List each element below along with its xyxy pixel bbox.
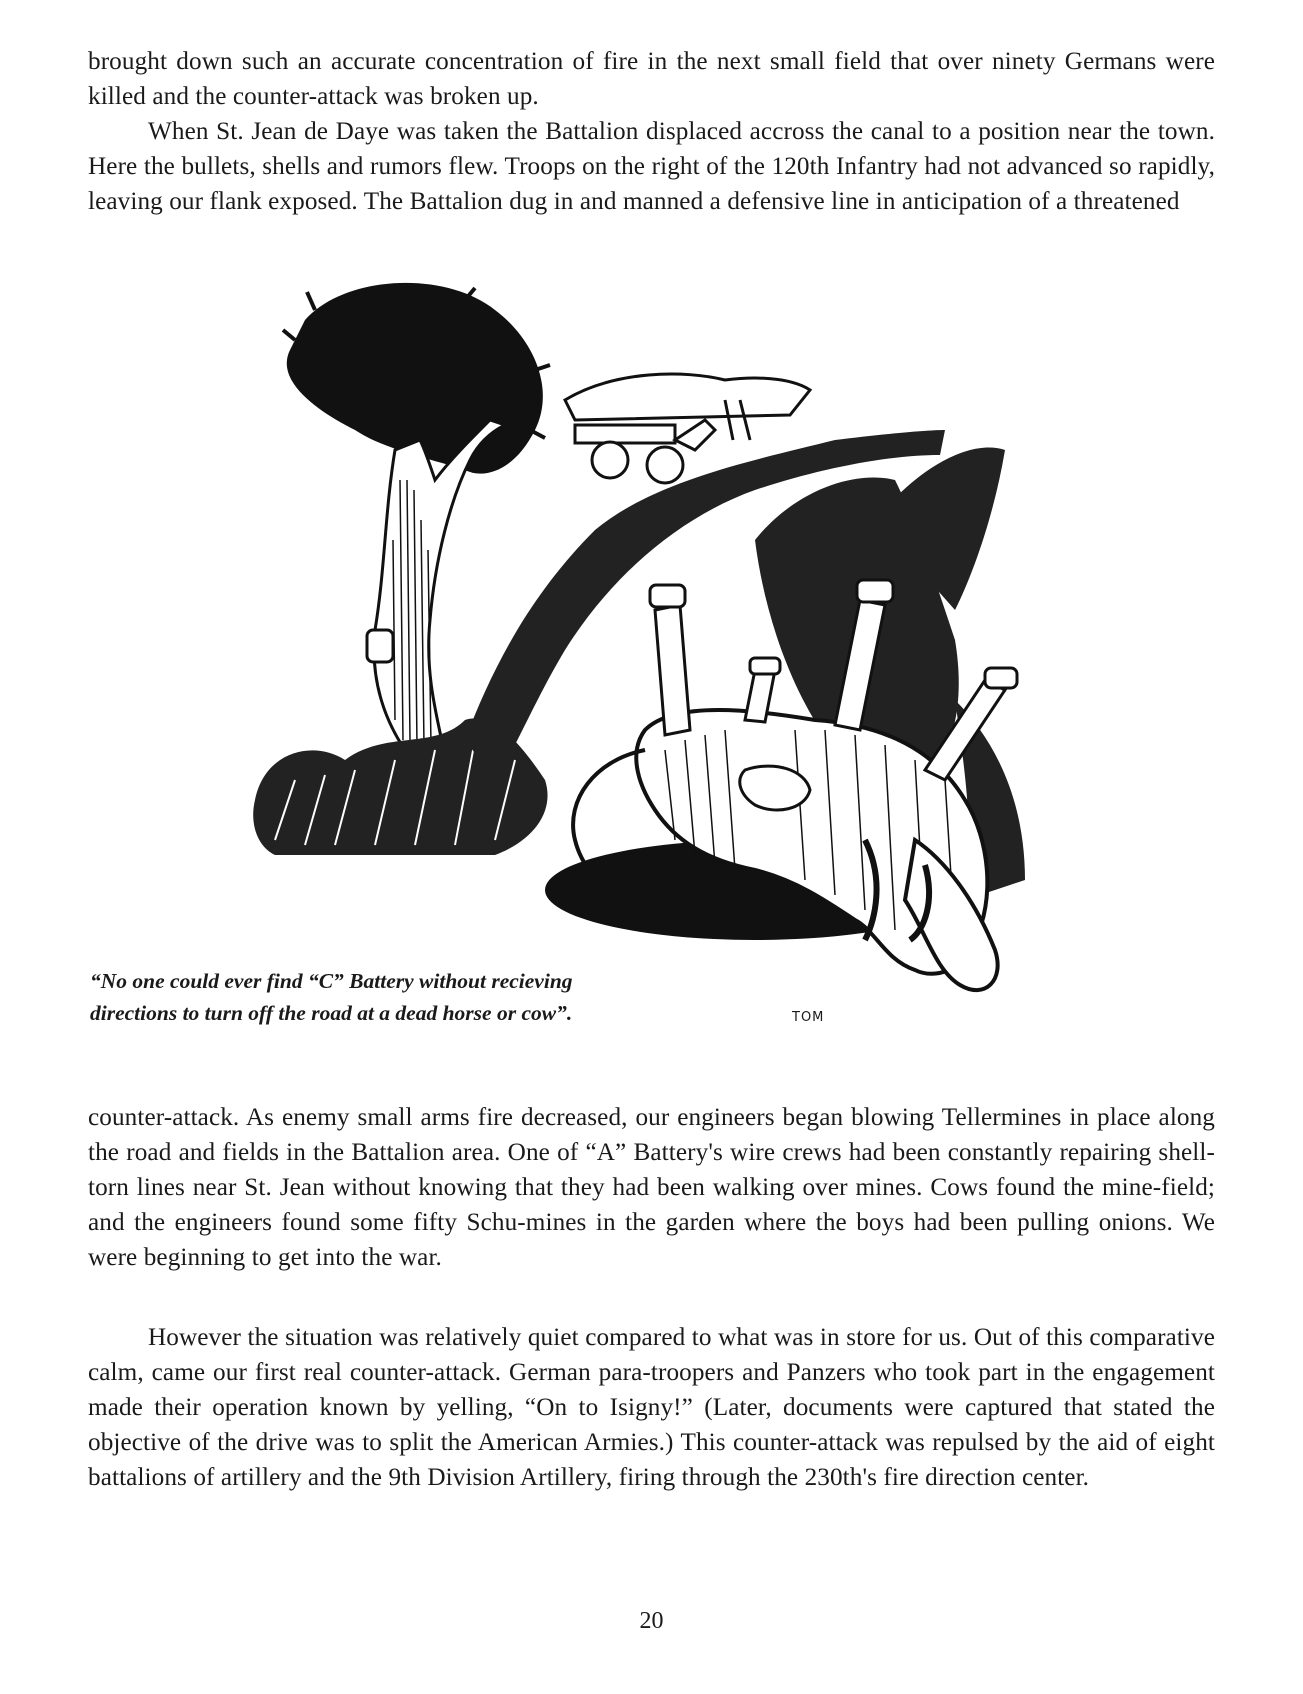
cartoon-illustration <box>235 280 1115 1060</box>
artist-signature: TOM <box>792 1010 825 1025</box>
paragraph-2: When St. Jean de Daye was taken the Battalion displaced accross the canal to a position near the town. Here the bullets, shells and rumors flew. Troops on the right of the 120th Infantry had not advanced so rapidly, leaving our flank exposed. The Battalion dug in and manned a defensive line in anticipation of a threatened <box>88 118 1215 215</box>
paragraph-1: brought down such an accurate concentration of fire in the next small field that over ninety Germans were killed and the counter-attack was broken up. <box>88 48 1215 110</box>
tree-icon <box>253 280 550 855</box>
page-number: 20 <box>639 1608 664 1634</box>
paragraph-4: However the situation was relatively quiet compared to what was in store for us. Out of this comparative calm, came our first real counter-attack. German para-troopers and Panzers who took part in the engagement made their operation known by yelling, “On to Isigny!” (Later, documents were captured that stated the objective of the drive was to split the American Armies.) This counter-attack was repulsed by the aid of eight battalions of artillery and the 9th Division Artillery, firing through the 230th's fire direction center. <box>88 1324 1215 1491</box>
illustration-caption: “No one could ever find “C” Battery without recieving directions to turn off the road at a dead horse or cow”. <box>90 969 573 1025</box>
paragraph-3: counter-attack. As enemy small arms fire decreased, our engineers began blowing Tellermines in place along the road and fields in the Battalion area. One of “A” Battery's wire crews had been constantly repairing shell-torn lines near St. Jean without knowing that they had been walking over mines. Cows found the mine-field; and the engineers found some fifty Schu-mines in the garden where the boys had been pulling onions. We were beginning to get into the war. <box>88 1104 1215 1271</box>
